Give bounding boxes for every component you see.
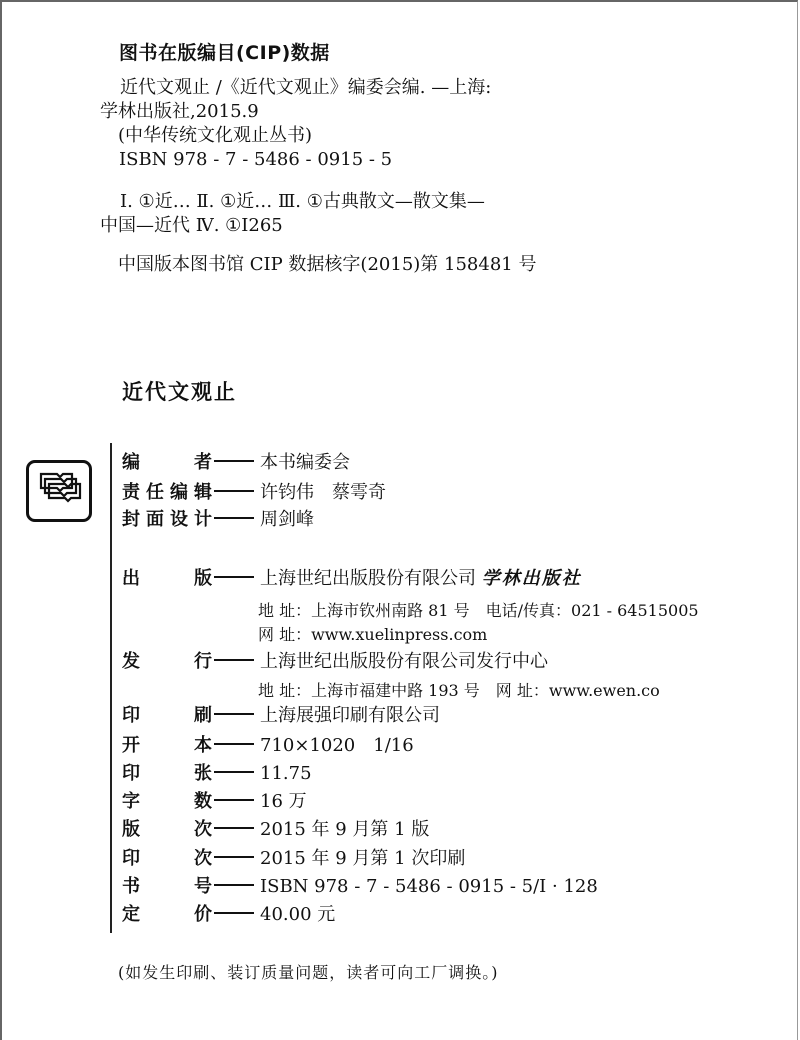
spec-label: 印 次 <box>122 848 212 869</box>
dash <box>214 490 254 492</box>
distributor-row <box>122 650 548 674</box>
cip-heading: 图书在版编目(CIP)数据 <box>119 42 330 64</box>
spec-label: 印 刷 <box>122 705 212 726</box>
spec-row <box>122 818 429 842</box>
spec-row <box>122 704 440 728</box>
spec-value: 16 万 <box>260 791 307 812</box>
spec-row <box>122 790 307 814</box>
dash <box>214 912 254 914</box>
cip-isbn: ISBN 978 - 7 - 5486 - 0915 - 5 <box>119 149 393 170</box>
publisher-website: 网 址：www.xuelinpress.com <box>258 625 488 644</box>
distributor-address: 地 址：上海市福建中路 193 号 网 址：www.ewen.co <box>258 681 660 700</box>
spec-value: 11.75 <box>260 763 312 784</box>
dash <box>214 771 254 773</box>
spec-label: 印 张 <box>122 763 212 784</box>
dash <box>214 460 254 462</box>
spec-value: 710×1020 1/16 <box>260 735 414 756</box>
divider-line <box>110 443 112 933</box>
credit-responsible-editor <box>122 481 386 505</box>
cip-line: 中国—近代 Ⅳ. ①I265 <box>100 215 283 236</box>
credit-cover-design <box>122 508 314 532</box>
footer-note: (如发生印刷、装订质量问题，读者可向工厂调换。) <box>118 963 499 982</box>
dash <box>214 659 254 661</box>
dash <box>214 856 254 858</box>
spec-row <box>122 734 414 758</box>
spec-value: 上海展强印刷有限公司 <box>260 705 440 726</box>
dash <box>214 799 254 801</box>
spec-row <box>122 847 465 871</box>
cip-line: 学林出版社,2015.9 <box>100 101 259 122</box>
credit-value: 本书编委会 <box>260 452 350 473</box>
spec-row <box>122 875 598 899</box>
publisher-row <box>122 567 582 591</box>
spec-label: 版 次 <box>122 819 212 840</box>
dash <box>214 713 254 715</box>
publisher-books-icon <box>26 460 92 522</box>
distributor-label: 发 行 <box>122 651 212 672</box>
spec-value: 2015 年 9 月第 1 版 <box>260 819 430 840</box>
spec-label: 开 本 <box>122 735 212 756</box>
credit-label: 责任编辑 <box>122 482 212 503</box>
publisher-value: 上海世纪出版股份有限公司 <box>260 568 476 589</box>
spec-value: 2015 年 9 月第 1 次印刷 <box>260 848 466 869</box>
spec-row <box>122 903 335 927</box>
spec-value: 40.00 元 <box>260 904 336 925</box>
dash <box>214 576 254 578</box>
cip-line: Ⅰ. ①近… Ⅱ. ①近… Ⅲ. ①古典散文—散文集— <box>120 191 485 212</box>
dash <box>214 827 254 829</box>
credit-label: 封面设计 <box>122 509 212 530</box>
credit-label: 编 者 <box>122 452 212 473</box>
cip-line: 近代文观止 /《近代文观止》编委会编. —上海: <box>120 77 492 98</box>
credit-value: 许钧伟 蔡雩奇 <box>260 482 386 503</box>
dash <box>214 743 254 745</box>
dash <box>214 884 254 886</box>
spec-value: ISBN 978 - 7 - 5486 - 0915 - 5/I · 128 <box>260 876 598 897</box>
spec-label: 字 数 <box>122 791 212 812</box>
dash <box>214 517 254 519</box>
spec-label: 书 号 <box>122 876 212 897</box>
book-title: 近代文观止 <box>122 380 237 404</box>
cip-verification: 中国版本图书馆 CIP 数据核字(2015)第 158481 号 <box>118 254 537 275</box>
publisher-address: 地 址：上海市钦州南路 81 号 电话/传真：021 - 64515005 <box>258 601 699 620</box>
spec-label: 定 价 <box>122 904 212 925</box>
distributor-value: 上海世纪出版股份有限公司发行中心 <box>260 651 548 672</box>
publisher-brand-logo: 学林出版社 <box>481 568 582 589</box>
credit-editor <box>122 451 350 475</box>
credit-value: 周剑峰 <box>260 509 314 530</box>
spec-row <box>122 762 312 786</box>
cip-line: (中华传统文化观止丛书) <box>118 125 313 146</box>
publisher-label: 出 版 <box>122 568 212 589</box>
